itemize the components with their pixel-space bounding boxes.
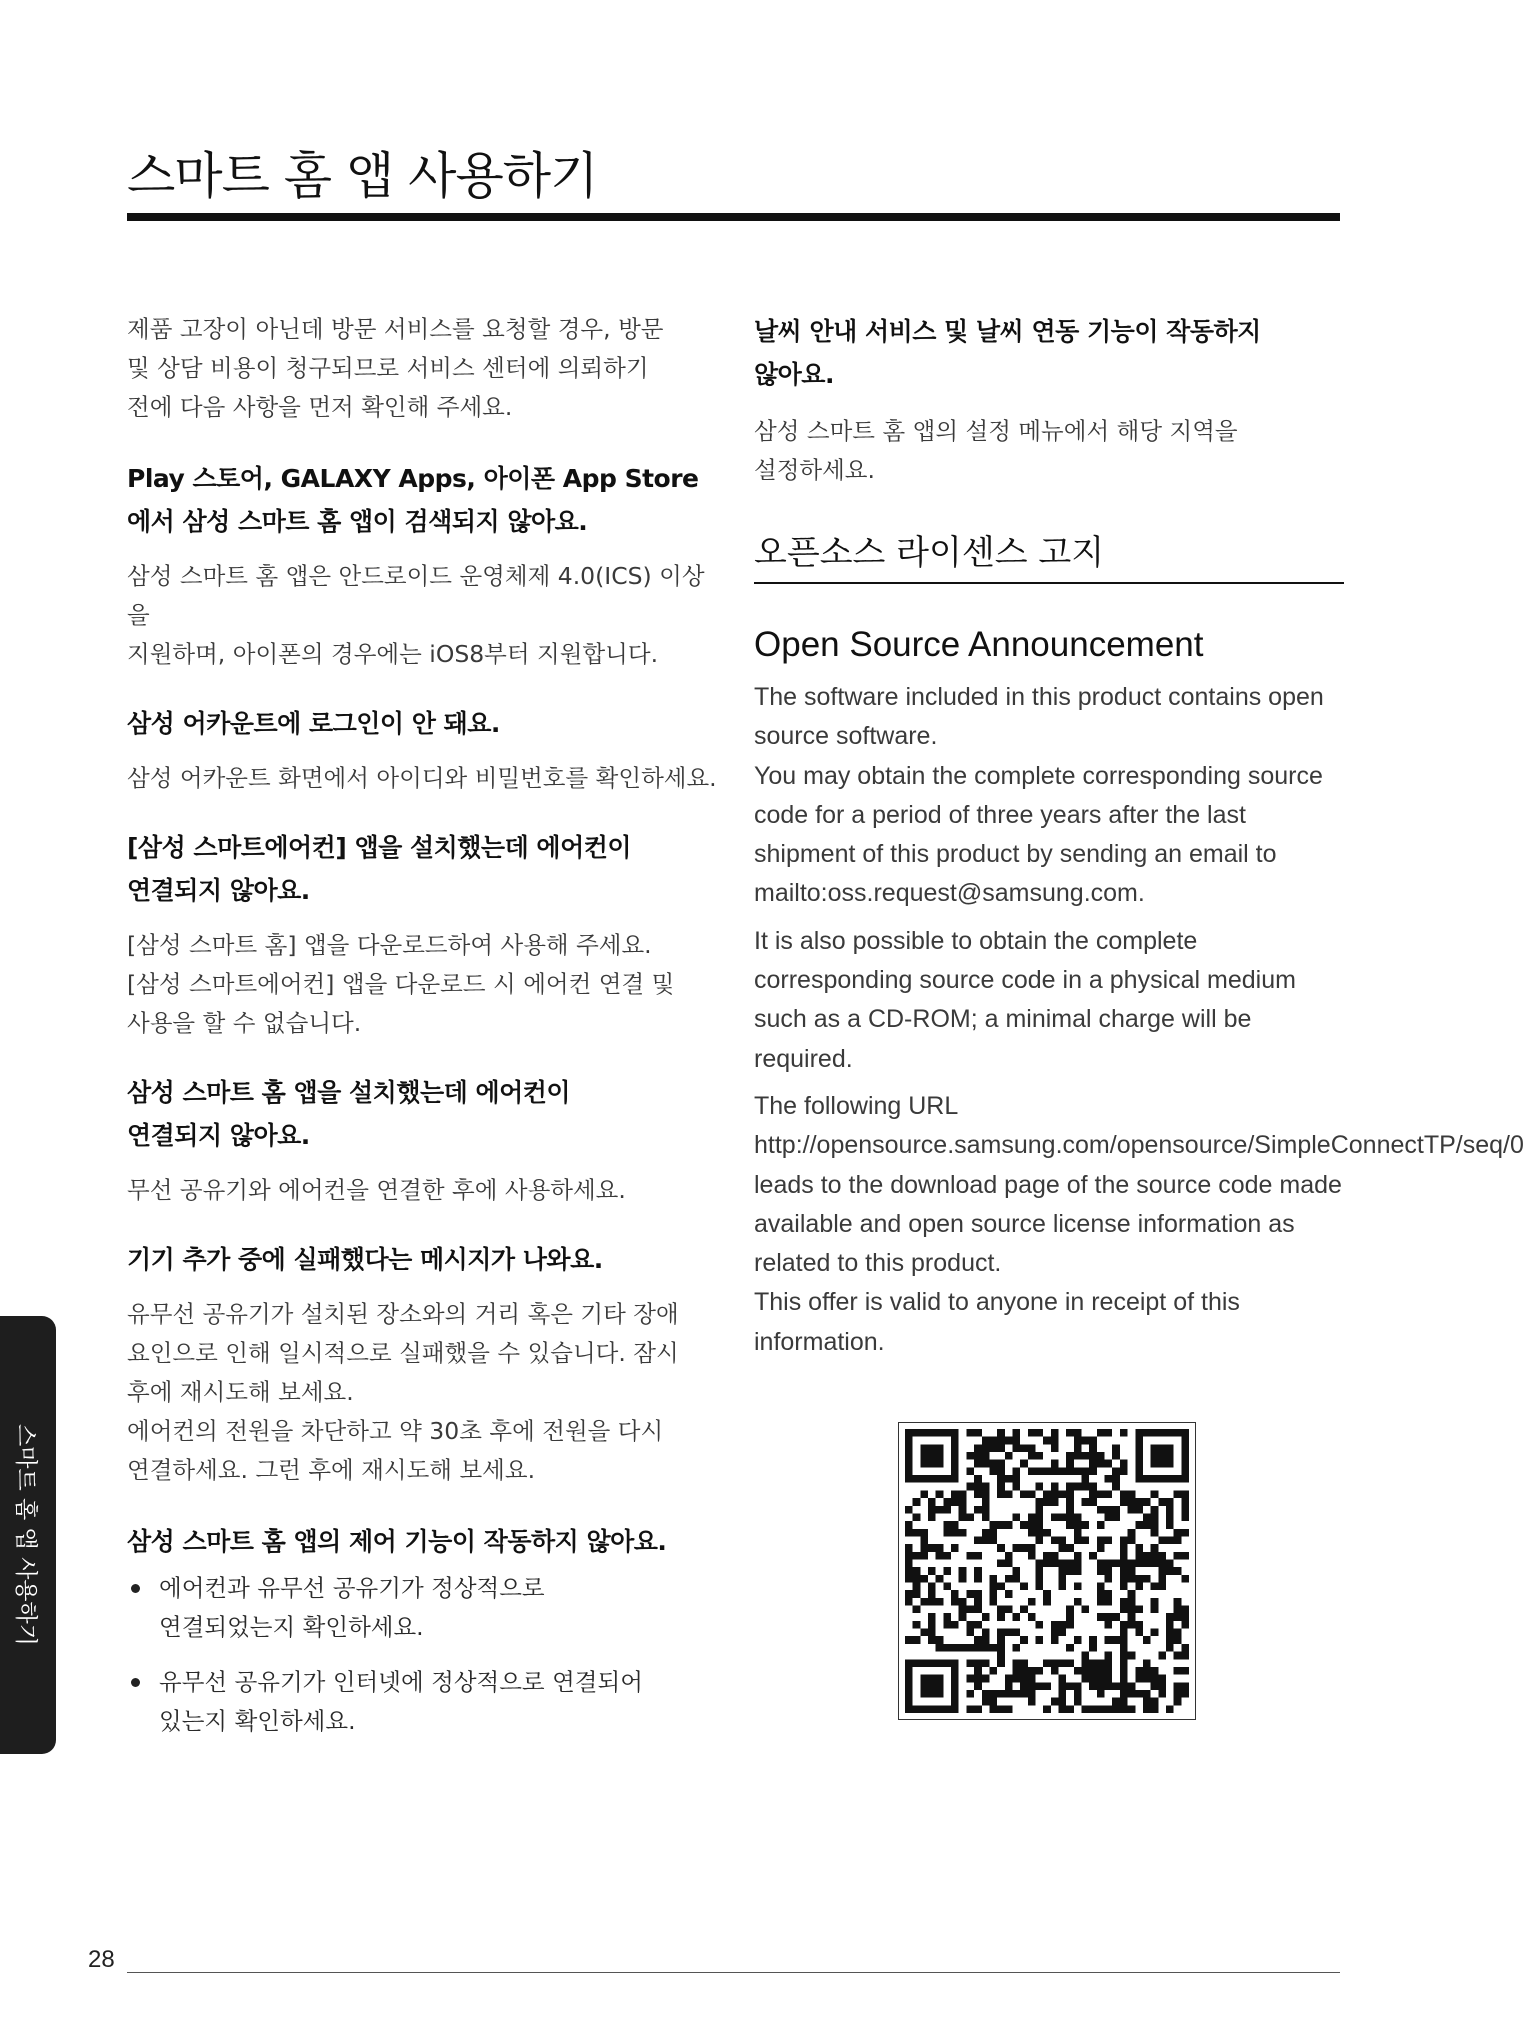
section-divider [754, 582, 1344, 584]
faq-answer-login: 삼성 어카운트 화면에서 아이디와 비밀번호를 확인하세요. [127, 764, 717, 792]
bullet-dot [131, 1584, 140, 1593]
faq-question-login: 삼성 어카운트에 로그인이 안 돼요. [127, 709, 500, 738]
oss-paragraph: The software included in this product contains open source software. [754, 683, 1324, 751]
page-title: 스마트 홈 앱 사용하기 [127, 147, 598, 205]
list-item: 에어컨과 유무선 공유기가 정상적으로 연결되었는지 확인하세요. [127, 1569, 722, 1647]
oss-paragraph: This offer is valid to anyone in receipt of this information. [754, 1288, 1240, 1356]
oss-paragraph: It is also possible to obtain the complete corresponding source code in a physical medium such as a CD-ROM; a minimal charge will be required. [754, 926, 1296, 1073]
faq-answer-smart-aircon-app: [삼성 스마트 홈] 앱을 다운로드하여 사용해 주세요. [삼성 스마트에어컨] 앱을 다운로드 시 에어컨 연결 및 사용을 할 수 없습니다. [127, 931, 675, 1037]
faq-question-add-device-fail: 기기 추가 중에 실패했다는 메시지가 나와요. [127, 1245, 603, 1274]
faq-answer-weather: 삼성 스마트 홈 앱의 설정 메뉴에서 해당 지역을 설정하세요. [754, 417, 1238, 484]
right-column [754, 310, 1524, 1362]
oss-paragraph: You may obtain the complete corresponding source code for a period of three years after the last shipment of this product by sending an email to mailto:oss.request@samsung.com. [754, 761, 1323, 908]
faq-question-app-search: Play 스토어, GALAXY Apps, 아이폰 App Store 에서 삼성 스마트 홈 앱이 검색되지 않아요. [127, 464, 699, 536]
left-column [127, 310, 722, 1741]
faq-question-control: 삼성 스마트 홈 앱의 제어 기능이 작동하지 않아요. [127, 1527, 667, 1556]
intro-text: 제품 고장이 아닌데 방문 서비스를 요청할 경우, 방문 및 상담 비용이 청구되므로 서비스 센터에 의뢰하기 전에 다음 사항을 먼저 확인해 주세요. [127, 315, 664, 421]
control-bullet-list [127, 1569, 722, 1741]
title-divider [127, 213, 1340, 221]
list-item: 유무선 공유기가 인터넷에 정상적으로 연결되어 있는지 확인하세요. [127, 1663, 722, 1741]
faq-question-smart-aircon-app: [삼성 스마트에어컨] 앱을 설치했는데 에어컨이 연결되지 않아요. [127, 833, 632, 905]
faq-answer-add-device-fail: 유무선 공유기가 설치된 장소와의 거리 혹은 기타 장애 요인으로 인해 일시적으로 실패했을 수 있습니다. 잠시 후에 재시도해 보세요. 에어컨의 전원을 차단하고 약 30초 후에 전원을 다시 연결하세요. 그런 후에 재시도해 보세요. [127, 1300, 679, 1484]
bullet-dot [131, 1678, 140, 1687]
oss-section-title: 오픈소스 라이센스 고지 [754, 533, 1105, 573]
qr-code-icon [905, 1429, 1189, 1713]
page-number: 28 [88, 1946, 115, 1973]
qr-code [898, 1422, 1196, 1720]
side-chapter-label: 스마트 홈 앱 사용하기 [12, 1424, 39, 1646]
faq-question-weather: 날씨 안내 서비스 및 날씨 연동 기능이 작동하지 않아요. [754, 317, 1261, 389]
faq-answer-app-search: 삼성 스마트 홈 앱은 안드로이드 운영체제 4.0(ICS) 이상을 지원하며, 아이폰의 경우에는 iOS8부터 지원합니다. [127, 562, 705, 668]
oss-paragraph: The following URL http://opensource.samsung.com/opensource/SimpleConnectTP/seq/0 leads to the download page of the source code made available and open source license information as related to this product. [754, 1091, 1524, 1278]
footer-divider [127, 1972, 1340, 1973]
oss-english-title: Open Source Announcement [754, 625, 1204, 664]
faq-question-aircon-connect: 삼성 스마트 홈 앱을 설치했는데 에어컨이 연결되지 않아요. [127, 1078, 571, 1150]
faq-answer-aircon-connect: 무선 공유기와 에어컨을 연결한 후에 사용하세요. [127, 1176, 626, 1204]
